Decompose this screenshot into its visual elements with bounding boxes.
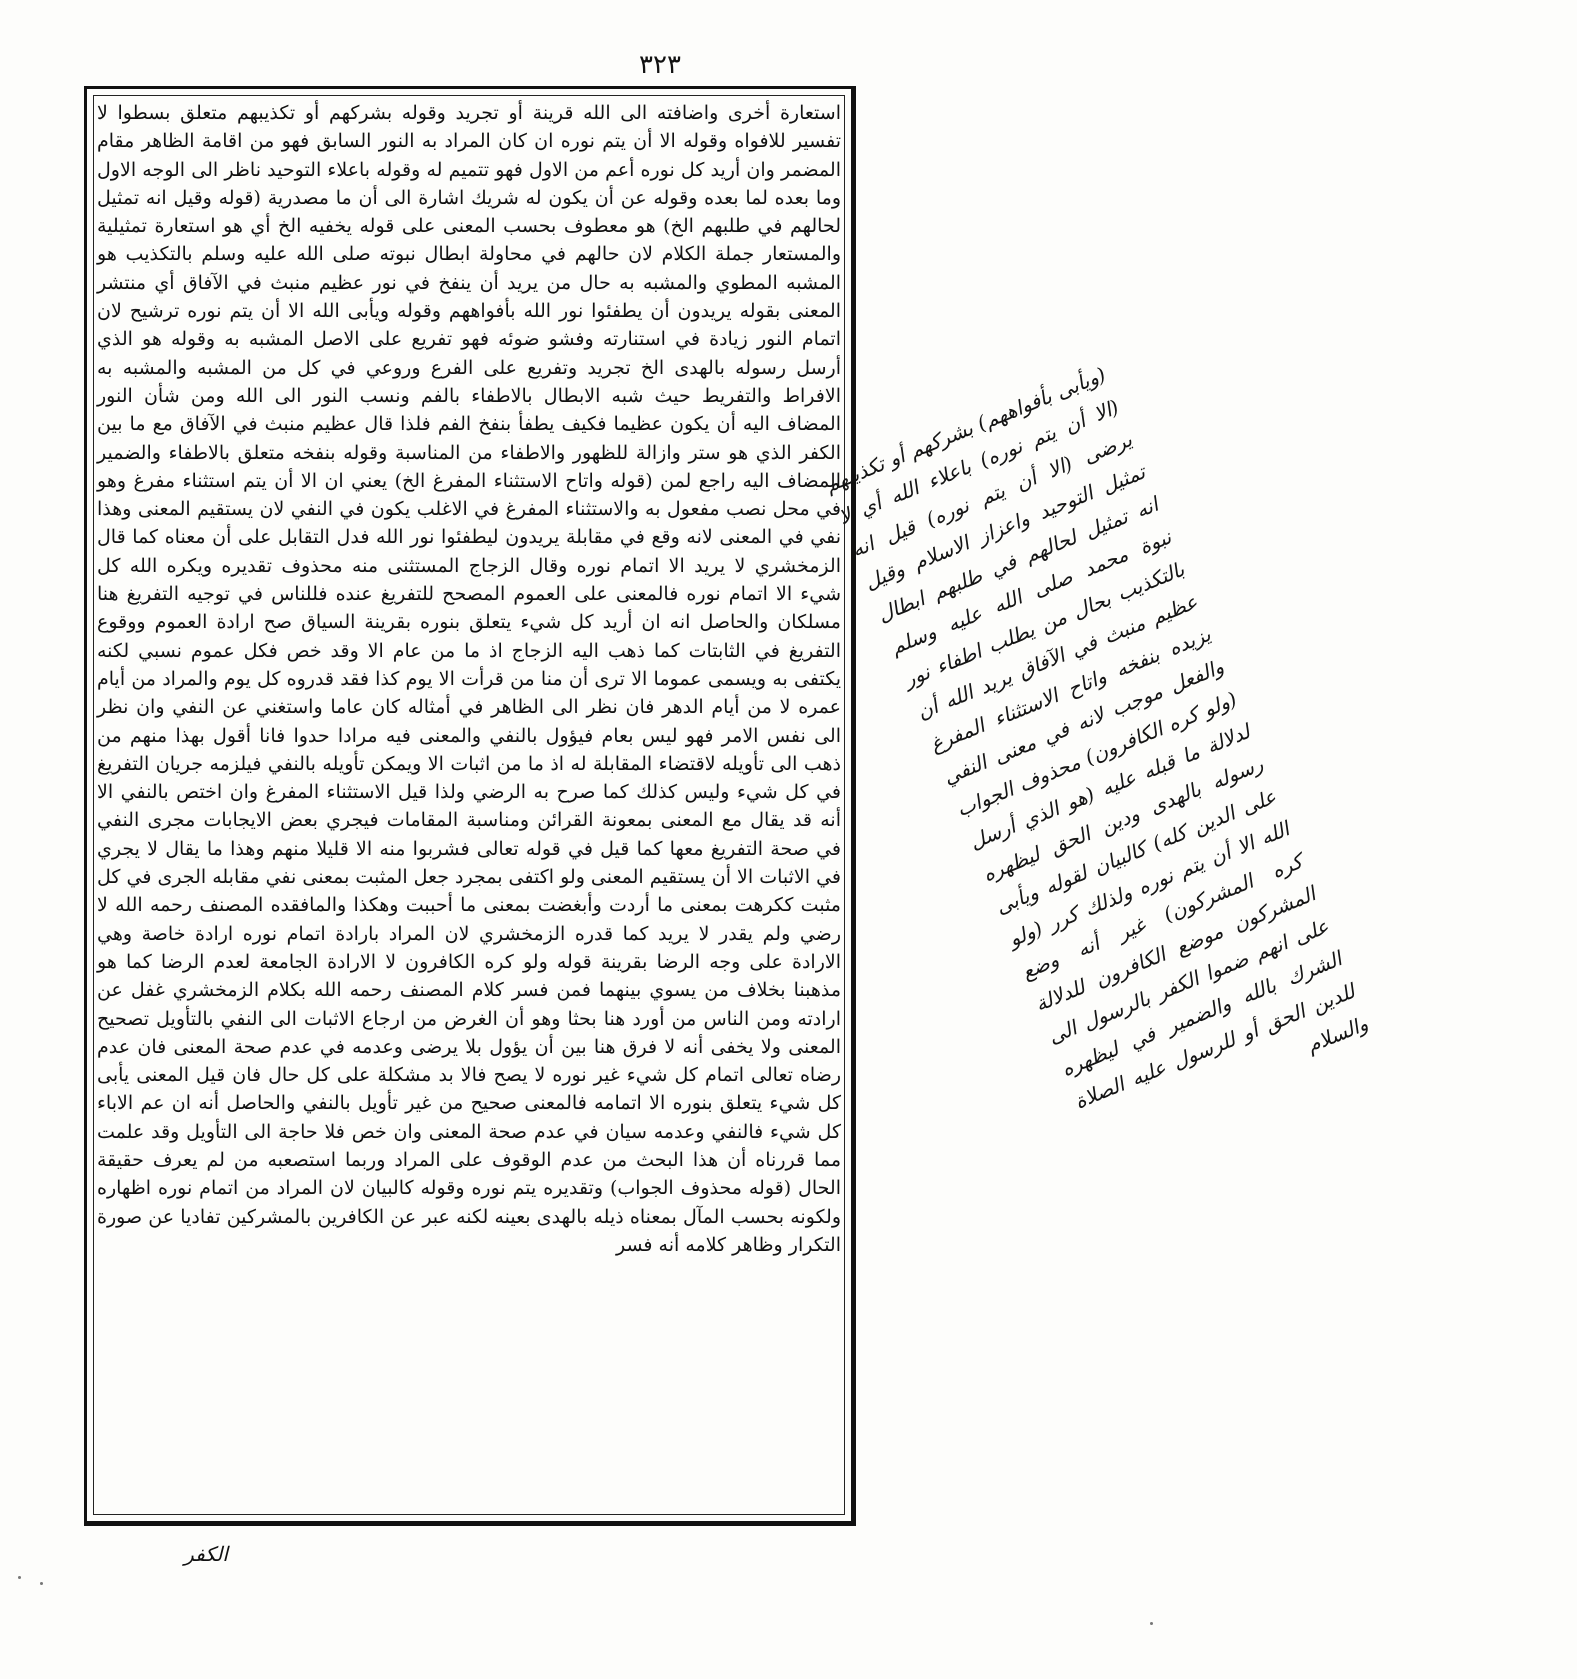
scan-speck [40,1582,43,1585]
main-commentary-text [97,99,841,1511]
margin-note-text: (ويأبى بأفواههم) بشركهم أو تكذيبهم (الا أن يتم نوره) باعلاء الله أي لا يرضى (الا أن يتم نوره) قيل انه تمثيل التوحيد واعزاز الاسلام وقيل انه تمثيل لحالهم في طلبهم ابطال نبوة محمد صلى الله عليه وسلم بالتكذيب بحال من يطلب اطفاء نور عظيم منبث في الآفاق يريد الله أن يزيده بنفخه واتاح الاستثناء المفرغ والفعل موجب لانه في معنى النفي (ولو كره الكافرون) محذوف الجواب لدلالة ما قبله عليه (هو الذي أرسل رسوله بالهدى ودين الحق ليظهره على الدين كله) كالبيان لقوله ويأبى الله الا أن يتم نوره ولذلك كرر (ولو كره المشركون) غير أنه وضع المشركون موضع الكافرون للدلالة على انهم ضموا الكفر بالرسول الى الشرك بالله والضمير في ليظهره للدين الحق أو للرسول عليه الصلاة والسلام [821,362,1372,1114]
catchword: الكفر [184,1542,228,1566]
main-paragraph: استعارة أخرى واضافته الى الله قرينة أو تجريد وقوله بشركهم أو تكذيبهم متعلق بسطوا لا تفسير للافواه وقوله الا أن يتم نوره ان كان المراد به النور السابق فهو من اقامة الظاهر مقام المضمر وان أريد كل نوره أعم من الاول فهو تتميم له وقوله باعلاء التوحيد ناظر الى الوجه الاول وما بعده لما بعده وقوله عن أن يكون له شريك اشارة الى أن ما مصدرية (قوله وقيل انه تمثيل لحالهم في طلبهم الخ) هو معطوف بحسب المعنى على قوله يخفيه الخ أي هو استعارة تمثيلية والمستعار جملة الكلام لان حالهم في محاولة ابطال نبوته صلى الله عليه وسلم بالتكذيب هو المشبه المطوي والمشبه به حال من يريد أن ينفخ في نور عظيم منبث في الآفاق أي منتشر المعنى بقوله يريدون أن يطفئوا نور الله بأفواههم وقوله ويأبى الله الا أن يتم نوره ترشيح لان اتمام النور زيادة في استنارته وفشو ضوئه فهو تفريع على الاصل المشبه به وقوله هو الذي أرسل رسوله بالهدى الخ تجريد وتفريع على الفرع وروعي في كل من المشبه والمشبه به الافراط والتفريط حيث شبه الابطال بالاطفاء بالفم ونسب النور الى الله ومن شأن النور المضاف اليه أن يكون عظيما فكيف يطفأ بنفخ الفم فلذا قال عظيم منبث في الآفاق مع ما بين الكفر الذي هو ستر وازالة للظهور والاطفاء من المناسبة وقوله بنفخه متعلق بالاطفاء والضمير المضاف اليه راجع لمن (قوله واتاح الاستثناء المفرغ الخ) يعني ان الا أن يتم استثناء مفرغ وهو في محل نصب مفعول به والاستثناء المفرغ في الاغلب يكون في النفي لان يستقيم المعنى وهذا نفي في المعنى لانه وقع في مقابلة يريدون ليطفئوا نور الله فدل التقابل على أن معناه كما قال الزمخشري لا يريد الا اتمام نوره وقال الزجاج المستثنى منه محذوف تقديره ويكره الله كل شيء الا اتمام نوره فالمعنى على العموم المصحح للتفريغ عنده فللناس في توجيه التفريغ هنا مسلكان والحاصل انه ان أريد كل شيء يتعلق بنوره بقرينة السياق صح ارادة العموم ووقوع التفريغ في الثابتات كما ذهب اليه الزجاج اذ ما من عام الا وقد خص فكل عموم نسبي لكنه يكتفى به ويسمى عموما الا ترى أن منا من قرأت الا يوم كذا فقد قدروه كل يوم والمراد من أيام عمره لا من أيام الدهر فان نظر الى الظاهر في أمثاله كان عاما واستغني عن النفي وان نظر الى نفس الامر فهو ليس بعام فيؤول بالنفي والمعنى فيه مرادا حدوا فانا أقول بهذا منهم من ذهب الى تأويله لاقتضاء المقابلة له اذ ما من اثبات الا ويمكن تأويله بالنفي فيلزمه جريان التفريغ في كل شيء وليس كذلك كما صرح به الرضي ولذا قيل الاستثناء المفرغ وان اختص بالنفي الا أنه قد يقال مع المعنى بمعونة القرائن ومناسبة المقامات فيجري بعض الايجابات مجرى النفي في صحة التفريغ معها كما قيل في قوله تعالى فشربوا منه الا قليلا منهم وهذا ما يقال لا يجري في الاثبات الا أن يستقيم المعنى ولو اكتفى بمجرد جعل المثبت بمعنى نفي مقابله الجرى في كل مثبت ككرهت بمعنى ما أردت وأبغضت بمعنى ما أحببت وهكذا والمافقده المصنف رحمه الله لا رضي ولم يقدر لا يريد كما قدره الزمخشري لان المراد بارادة اتمام نوره ارادة خاصة وهي الارادة على وجه الرضا بقرينة قوله ولو كره الكافرون لا الارادة الجامعة لعدم الرضا كما هو مذهبنا بخلاف من يسوي بينهما فمن فسر كلام المصنف رحمه الله بكلام الزمخشري غفل عن ارادته ومن الناس من أورد هنا بحثا وهو أن الغرض من ارجاع الاثبات الى النفي بالتأويل تصحيح المعنى ولا يخفى أنه لا فرق هنا بين أن يؤول بلا يرضى وعدمه في عدم صحة المعنى فان عدم رضاه تعالى اتمام كل شيء غير نوره لا يصح فالا بد مشكلة على كل حال فان قيل المعنى يأبى كل شيء يتعلق بنوره الا اتمامه فالمعنى صحيح من غير تأويل بالنفي والحاصل أنه ان عم الاباء كل شيء فالنفي وعدمه سيان في عدم صحة المعنى وان خص فلا حاجة الى التأويل وقد علمت مما قررناه أن هذا البحث من عدم الوقوف على المراد وربما استصعبه من لم يعرف حقيقة الحال (قوله محذوف الجواب) وتقديره يتم نوره وقوله كالبيان لان المراد من اتمام نوره اظهاره ولكونه بحسب المآل بمعناه ذيله بالهدى بعينه لكنه عبر عن الكافرين بالمشركين تفاديا عن صورة التكرار وظاهر كلامه أنه فسر [97,102,842,1256]
handwritten-margin-note [820,275,1459,1114]
scan-speck [1150,1622,1153,1625]
page-number: ٣٢٣ [639,50,681,80]
scan-speck [18,1576,21,1579]
text-block-frame [84,86,856,1526]
